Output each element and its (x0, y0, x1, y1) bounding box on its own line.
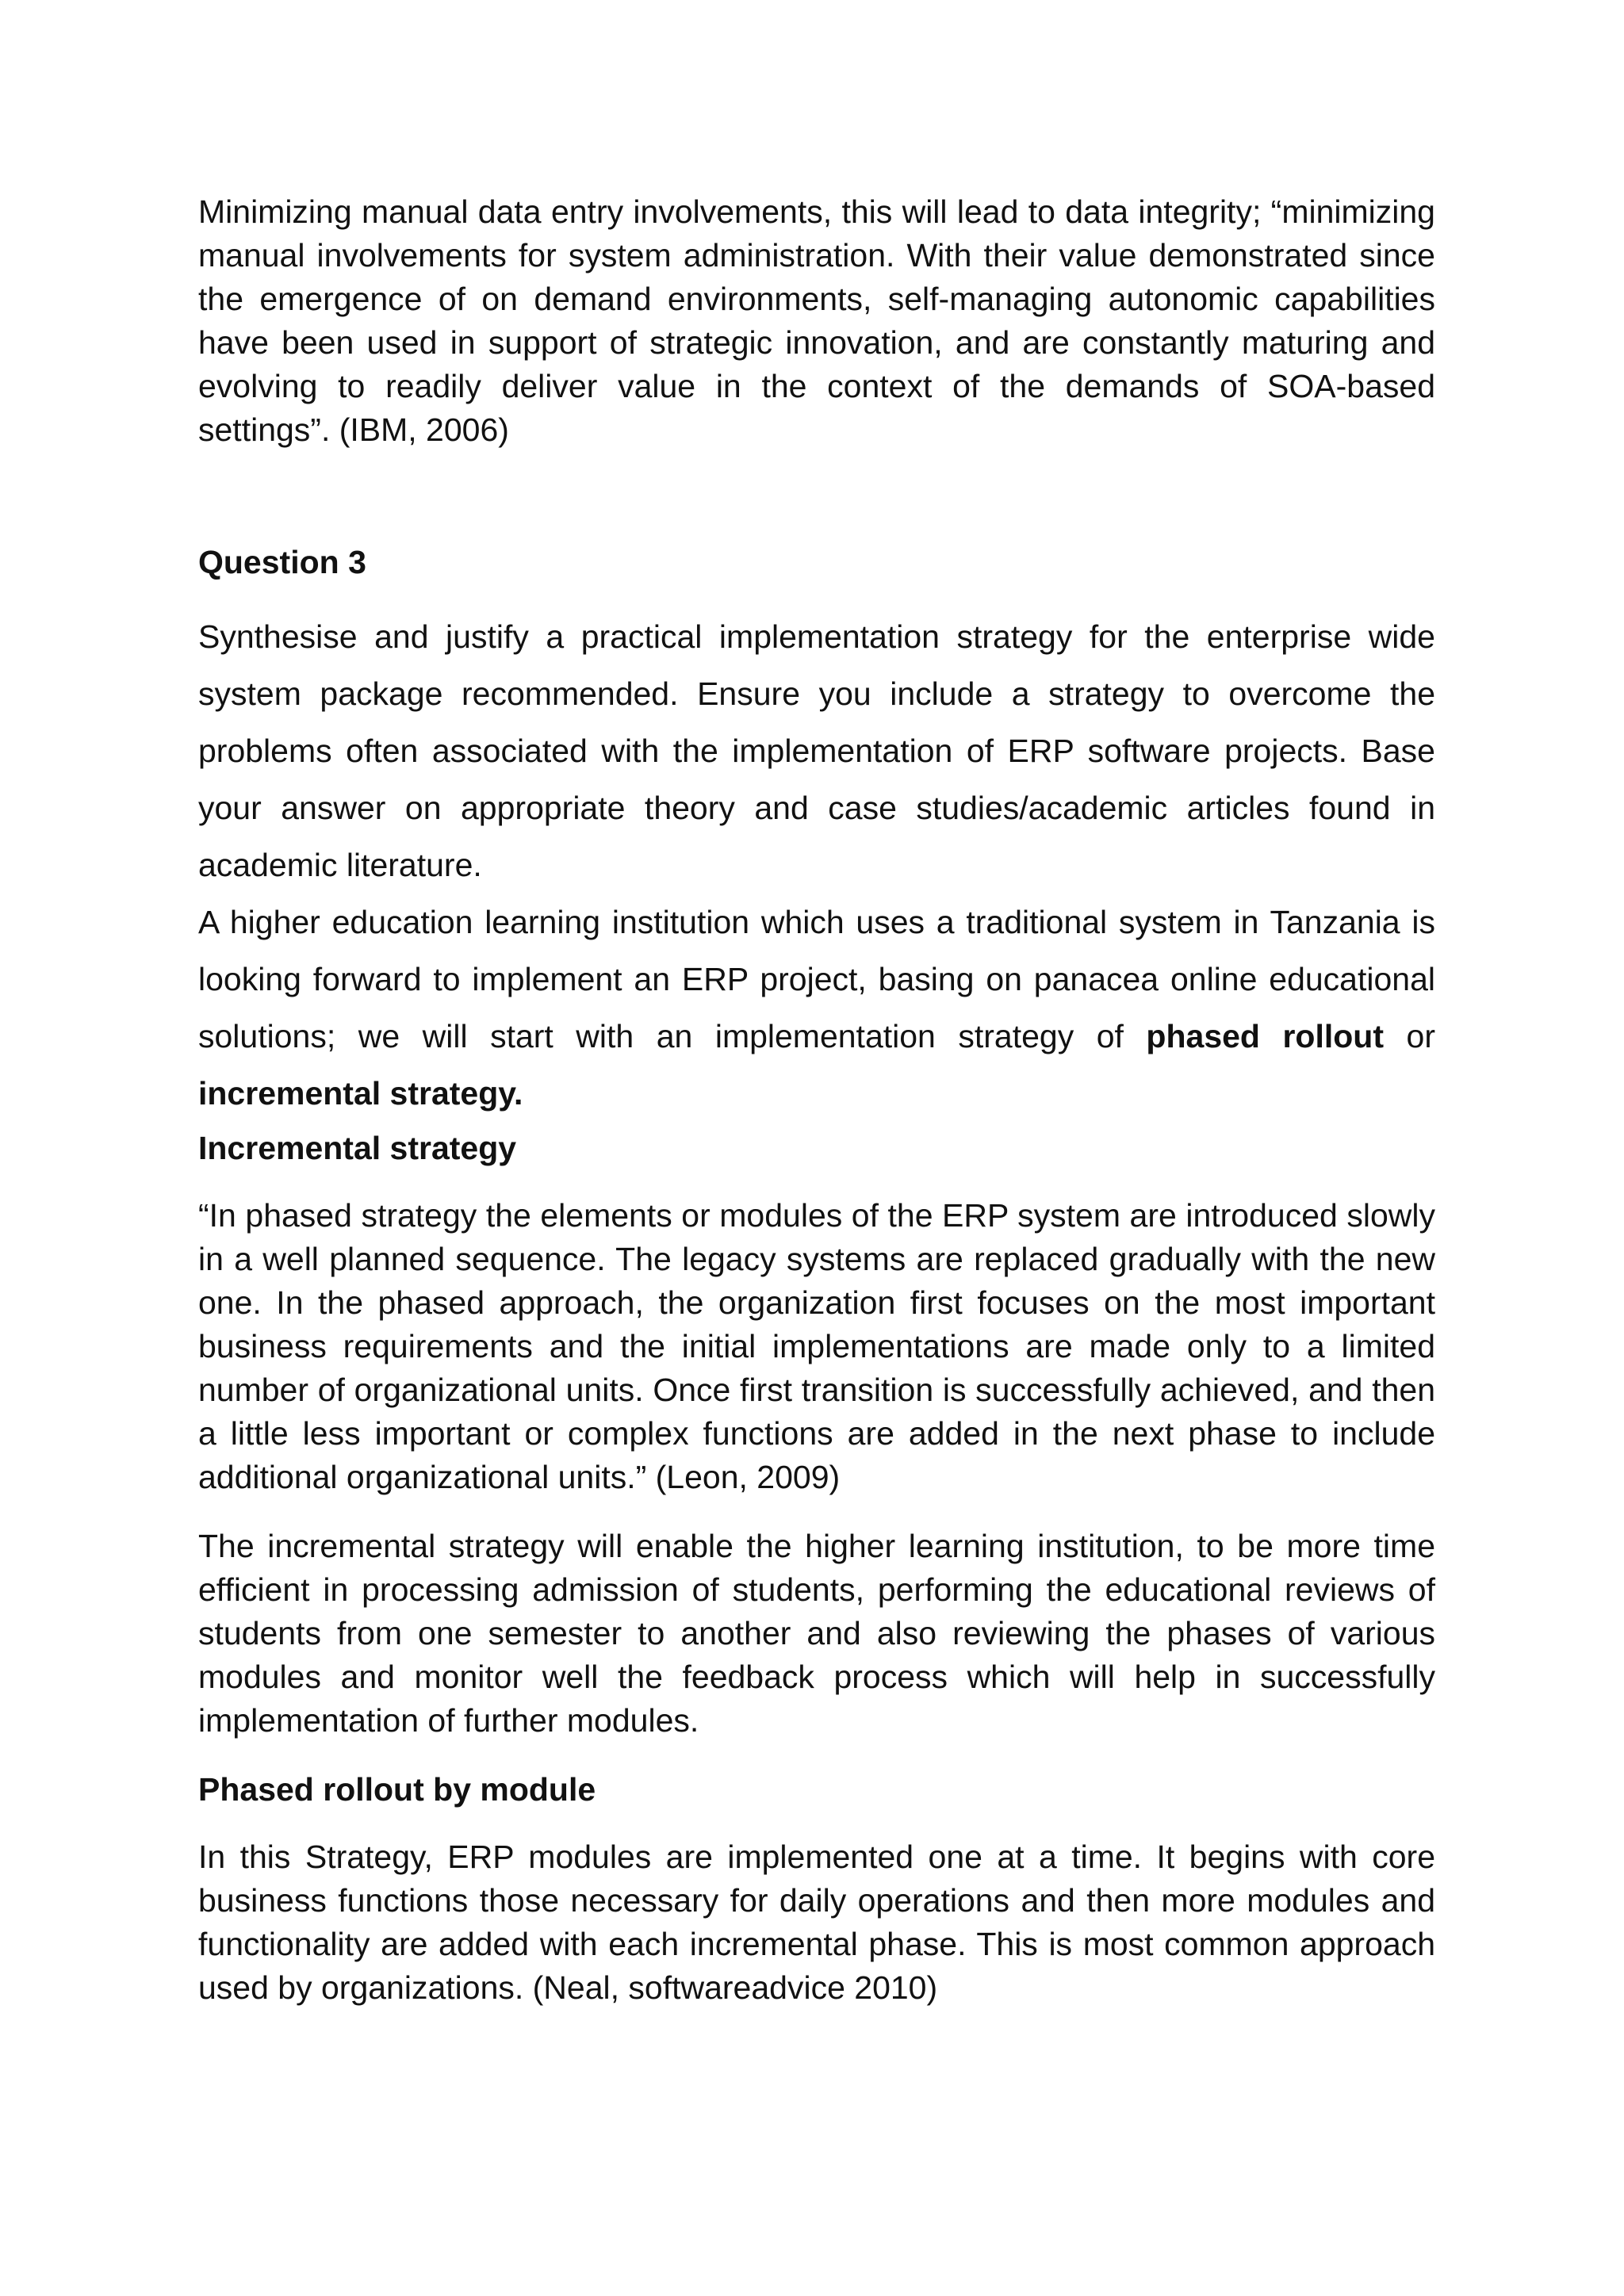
answer-bold-incremental-strategy: incremental strategy. (198, 1075, 523, 1112)
answer-connector: or (1406, 1018, 1435, 1054)
incremental-quote-paragraph: “In phased strategy the elements or modules of the ERP system are introduced slowly in a well planned sequence. The legacy systems are replaced gradually with the new one. In the phased approach, the organization first focuses on the most important business requirements and the initial implementations are made only to a limited number of organizational units. Once first transition is successfully achieved, and then a little less important or complex functions are added in the next phase to include additional organizational units.” (Leon, 2009) (198, 1197, 1435, 1495)
document-page (198, 190, 1435, 2010)
question-paragraph: Synthesise and justify a practical implementation strategy for the enterprise wide system package recommended. Ensure you include a strategy to overcome the problems often associated with the implementation of ERP software projects. Base your answer on appropriate theory and case studies/academic articles found in academic literature. (198, 618, 1435, 883)
incremental-text-paragraph: The incremental strategy will enable the higher learning institution, to be more time efficient in processing admission of students, performing the educational reviews of students from one semester to another and also reviewing the phases of various modules and monitor well the feedback process which will help in successfully implementation of further modules. (198, 1528, 1435, 1739)
phased-text-paragraph: In this Strategy, ERP modules are implemented one at a time. It begins with core business functions those necessary for daily operations and then more modules and functionality are added with each incremental phase. This is most common approach used by organizations. (Neal, softwareadvice 2010) (198, 1839, 1435, 2006)
intro-paragraph: Minimizing manual data entry involvements, this will lead to data integrity; “minimizing manual involvements for system administration. With their value demonstrated since the emergence of on demand environments, self-managing autonomic capabilities have been used in support of strategic innovation, and are constantly maturing and evolving to readily deliver value in the context of the demands of SOA-based settings”. (IBM, 2006) (198, 193, 1435, 448)
answer-text: A higher education learning institution which uses a traditional system in Tanzania is looking forward to implement an ERP project, basing on panacea online educational solutions; we will start with an implementation strategy of (198, 904, 1435, 1054)
phased-heading: Phased rollout by module (198, 1771, 596, 1808)
incremental-heading: Incremental strategy (198, 1130, 517, 1166)
answer-paragraph (198, 894, 1435, 1122)
question-heading: Question 3 (198, 544, 366, 580)
answer-bold-phased-rollout: phased rollout (1146, 1018, 1384, 1054)
